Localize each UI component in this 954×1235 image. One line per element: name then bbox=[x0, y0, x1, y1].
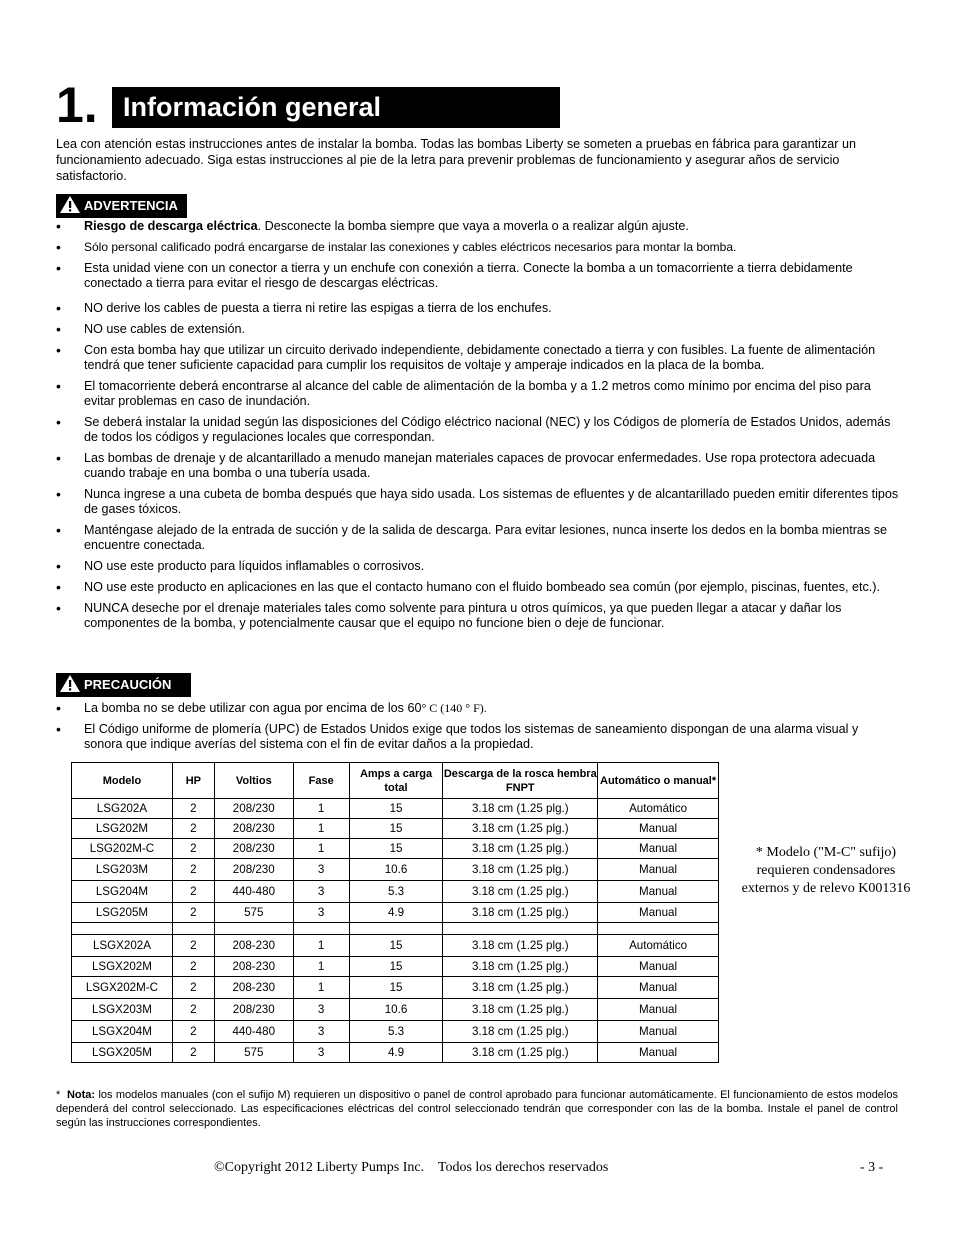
table-row bbox=[72, 999, 719, 1021]
cell-mode: Automático bbox=[598, 799, 719, 819]
list-item: • Se deberá instalar la unidad según las disposiciones del Código eléctrico nacional (NEC) y los Códigos de plomería de Estados Unidos, además de todos los códigos y regulaciones locales que correspondan. bbox=[56, 415, 900, 445]
cell-discharge: 3.18 cm (1.25 plg.) bbox=[443, 903, 598, 923]
warning-badge bbox=[56, 194, 187, 218]
cell-model: LSG202A bbox=[72, 799, 173, 819]
cell-model: LSG204M bbox=[72, 881, 173, 903]
caution-list bbox=[56, 701, 900, 758]
cell-hp: 2 bbox=[172, 1021, 214, 1043]
list-item: • NO derive los cables de puesta a tierra ni retire las espigas a tierra de los enchufes. bbox=[56, 301, 900, 316]
cell-amps: 15 bbox=[349, 957, 443, 977]
cell-amps: 4.9 bbox=[349, 903, 443, 923]
cell-phase: 3 bbox=[293, 1021, 349, 1043]
cell-volts: 440-480 bbox=[214, 1021, 293, 1043]
cell-discharge: 3.18 cm (1.25 plg.) bbox=[443, 935, 598, 957]
cell-mode: Manual bbox=[598, 839, 719, 859]
cell-model: LSG202M bbox=[72, 819, 173, 839]
cell-mode: Automático bbox=[598, 935, 719, 957]
list-item: • Con esta bomba hay que utilizar un circuito derivado independiente, debidamente conectado a tierra y con fusibles. La fuente de alimentación tendrá que tener suficiente capacidad para cumplir los requisitos de voltaje y amperaje indicados en la placa de la bomba. bbox=[56, 343, 900, 373]
list-item: • Riesgo de descarga eléctrica. Desconecte la bomba siempre que vaya a moverla o a realizar algún ajuste. bbox=[56, 219, 900, 234]
list-item: • El Código uniforme de plomería (UPC) de Estados Unidos exige que todos los sistemas de saneamiento dispongan de una alarma visual y sonora que indique averías del sistema con el fin de evitar daños a la propiedad. bbox=[56, 722, 900, 752]
cell-phase: 3 bbox=[293, 1043, 349, 1063]
warning-label: ADVERTENCIA bbox=[84, 198, 178, 213]
footnote-label: Nota: bbox=[66, 1089, 96, 1101]
cell-phase: 1 bbox=[293, 957, 349, 977]
table-row bbox=[72, 1043, 719, 1063]
col-header-model: Modelo bbox=[72, 763, 173, 799]
cell-mode: Manual bbox=[598, 999, 719, 1021]
caution-badge bbox=[56, 673, 191, 697]
cell-amps: 15 bbox=[349, 799, 443, 819]
cell-phase: 1 bbox=[293, 839, 349, 859]
cell-model: LSGX204M bbox=[72, 1021, 173, 1043]
list-item: • Nunca ingrese a una cubeta de bomba después que haya sido usada. Los sistemas de efluentes y de alcantarillado pueden emitir diferentes tipos de gases tóxicos. bbox=[56, 487, 900, 517]
list-item: • Sólo personal calificado podrá encargarse de instalar las conexiones y cables eléctricos necesarios para montar la bomba. bbox=[56, 240, 900, 255]
cell-phase: 1 bbox=[293, 799, 349, 819]
cell-mode: Manual bbox=[598, 957, 719, 977]
cell-amps: 15 bbox=[349, 839, 443, 859]
cell-hp: 2 bbox=[172, 859, 214, 881]
cell-phase: 3 bbox=[293, 859, 349, 881]
cell-mode: Manual bbox=[598, 1021, 719, 1043]
cell-volts: 208/230 bbox=[214, 839, 293, 859]
table-row bbox=[72, 957, 719, 977]
list-item: • Esta unidad viene con un conector a tierra y un enchufe con conexión a tierra. Conecte la bomba a un tomacorriente a tierra debidamente conectado a tierra para evitar el riesgo de descargas eléctricas. bbox=[56, 261, 900, 291]
cell-model: LSGX203M bbox=[72, 999, 173, 1021]
table-row bbox=[72, 903, 719, 923]
spacer-cell bbox=[349, 923, 443, 935]
cell-volts: 208-230 bbox=[214, 935, 293, 957]
cell-phase: 3 bbox=[293, 881, 349, 903]
cell-mode: Manual bbox=[598, 881, 719, 903]
list-item: • NO use cables de extensión. bbox=[56, 322, 900, 337]
cell-hp: 2 bbox=[172, 839, 214, 859]
cell-mode: Manual bbox=[598, 1043, 719, 1063]
cell-discharge: 3.18 cm (1.25 plg.) bbox=[443, 881, 598, 903]
col-header-hp: HP bbox=[172, 763, 214, 799]
cell-hp: 2 bbox=[172, 957, 214, 977]
col-header-volts: Voltios bbox=[214, 763, 293, 799]
table-row bbox=[72, 1021, 719, 1043]
cell-volts: 208/230 bbox=[214, 799, 293, 819]
cell-model: LSGX202A bbox=[72, 935, 173, 957]
copyright: ©Copyright 2012 Liberty Pumps Inc. Todos los derechos reservados bbox=[214, 1160, 609, 1175]
cell-hp: 2 bbox=[172, 903, 214, 923]
table-row bbox=[72, 935, 719, 957]
col-header-mode: Automático o manual* bbox=[598, 763, 719, 799]
cell-discharge: 3.18 cm (1.25 plg.) bbox=[443, 839, 598, 859]
cell-model: LSGX202M bbox=[72, 957, 173, 977]
cell-amps: 10.6 bbox=[349, 859, 443, 881]
cell-discharge: 3.18 cm (1.25 plg.) bbox=[443, 957, 598, 977]
cell-hp: 2 bbox=[172, 935, 214, 957]
cell-hp: 2 bbox=[172, 1043, 214, 1063]
col-header-phase: Fase bbox=[293, 763, 349, 799]
warning-triangle-icon bbox=[59, 195, 81, 214]
cell-model: LSGX205M bbox=[72, 1043, 173, 1063]
cell-hp: 2 bbox=[172, 881, 214, 903]
section-number: 1. bbox=[56, 77, 98, 133]
cell-model: LSG202M-C bbox=[72, 839, 173, 859]
cell-mode: Manual bbox=[598, 903, 719, 923]
cell-hp: 2 bbox=[172, 977, 214, 999]
list-item: • NO use este producto para líquidos inflamables o corrosivos. bbox=[56, 559, 900, 574]
spacer-cell bbox=[172, 923, 214, 935]
cell-volts: 208/230 bbox=[214, 819, 293, 839]
col-header-amps: Amps a carga total bbox=[349, 763, 443, 799]
list-item: • Las bombas de drenaje y de alcantarillado a menudo manejan materiales capaces de provocar enfermedades. Use ropa protectora adecuada cuando trabaje en una bomba o una tubería usada. bbox=[56, 451, 900, 481]
cell-volts: 440-480 bbox=[214, 881, 293, 903]
list-item: • NO use este producto en aplicaciones en las que el contacto humano con el fluido bombeado sea común (por ejemplo, piscinas, fuentes, etc.). bbox=[56, 580, 900, 595]
col-header-discharge: Descarga de la rosca hembra FNPT bbox=[443, 763, 598, 799]
cell-volts: 208-230 bbox=[214, 977, 293, 999]
cell-discharge: 3.18 cm (1.25 plg.) bbox=[443, 859, 598, 881]
cell-volts: 208/230 bbox=[214, 999, 293, 1021]
list-item: • Manténgase alejado de la entrada de succión y de la salida de descarga. Para evitar lesiones, nunca inserte los dedos en la bomba mientras se encuentre conectada. bbox=[56, 523, 900, 553]
cell-discharge: 3.18 cm (1.25 plg.) bbox=[443, 1043, 598, 1063]
cell-phase: 1 bbox=[293, 977, 349, 999]
cell-discharge: 3.18 cm (1.25 plg.) bbox=[443, 819, 598, 839]
spacer-cell bbox=[293, 923, 349, 935]
list-item: • El tomacorriente deberá encontrarse al alcance del cable de alimentación de la bomba y a 1.2 metros como mínimo por encima del piso para evitar problemas en caso de inundación. bbox=[56, 379, 900, 409]
intro-paragraph: Lea con atención estas instrucciones antes de instalar la bomba. Todas las bombas Liberty se someten a pruebas en fábrica para garantizar un funcionamiento adecuado. Siga estas instrucciones al pie de la letra para prevenir problemas de funcionamiento y asegurar años de servicio satisfactorio. bbox=[56, 137, 856, 183]
table-row bbox=[72, 819, 719, 839]
cell-hp: 2 bbox=[172, 799, 214, 819]
cell-mode: Manual bbox=[598, 977, 719, 999]
table-spacer-row bbox=[72, 923, 719, 935]
table-row bbox=[72, 839, 719, 859]
cell-hp: 2 bbox=[172, 819, 214, 839]
cell-amps: 15 bbox=[349, 819, 443, 839]
cell-hp: 2 bbox=[172, 999, 214, 1021]
list-item: • La bomba no se debe utilizar con agua por encima de los 60° C (140 ° F). bbox=[56, 701, 900, 716]
cell-phase: 1 bbox=[293, 935, 349, 957]
cell-discharge: 3.18 cm (1.25 plg.) bbox=[443, 799, 598, 819]
warning-first-bold: Riesgo de descarga eléctrica bbox=[84, 219, 258, 233]
spacer-cell bbox=[443, 923, 598, 935]
side-note: * Modelo ("M-C" sufijo) requieren condensadores externos y de relevo K001316 bbox=[741, 845, 911, 896]
cell-discharge: 3.18 cm (1.25 plg.) bbox=[443, 1021, 598, 1043]
cell-amps: 10.6 bbox=[349, 999, 443, 1021]
caution-label: PRECAUCIÓN bbox=[84, 677, 172, 692]
cell-volts: 208/230 bbox=[214, 859, 293, 881]
spacer-cell bbox=[598, 923, 719, 935]
table-row bbox=[72, 799, 719, 819]
cell-phase: 1 bbox=[293, 819, 349, 839]
cell-mode: Manual bbox=[598, 859, 719, 881]
warning-triangle-icon bbox=[59, 674, 81, 693]
list-item: • NUNCA deseche por el drenaje materiales tales como solvente para pintura u otros químicos, ya que pueden llegar a atacar y dañar los componentes de la bomba, y potencialmente causar que el equipo no funcione bien o deje de funcionar. bbox=[56, 601, 900, 631]
cell-discharge: 3.18 cm (1.25 plg.) bbox=[443, 977, 598, 999]
cell-discharge: 3.18 cm (1.25 plg.) bbox=[443, 999, 598, 1021]
table-header-row bbox=[72, 763, 719, 799]
cell-amps: 15 bbox=[349, 935, 443, 957]
cell-model: LSGX202M-C bbox=[72, 977, 173, 999]
cell-model: LSG205M bbox=[72, 903, 173, 923]
cell-volts: 575 bbox=[214, 903, 293, 923]
cell-amps: 5.3 bbox=[349, 881, 443, 903]
table-row bbox=[72, 977, 719, 999]
table-row bbox=[72, 859, 719, 881]
table-row bbox=[72, 881, 719, 903]
cell-amps: 4.9 bbox=[349, 1043, 443, 1063]
spacer-cell bbox=[214, 923, 293, 935]
spec-table bbox=[71, 762, 719, 1063]
cell-volts: 208-230 bbox=[214, 957, 293, 977]
section-title: Información general bbox=[112, 87, 560, 128]
cell-amps: 5.3 bbox=[349, 1021, 443, 1043]
cell-model: LSG203M bbox=[72, 859, 173, 881]
cell-amps: 15 bbox=[349, 977, 443, 999]
cell-phase: 3 bbox=[293, 999, 349, 1021]
cell-mode: Manual bbox=[598, 819, 719, 839]
warning-list bbox=[56, 219, 900, 637]
page-number: - 3 - bbox=[860, 1160, 884, 1175]
cell-phase: 3 bbox=[293, 903, 349, 923]
footnote: * Nota: los modelos manuales (con el sufijo M) requieren un dispositivo o panel de control aprobado para funcionar automáticamente. El funcionamiento de estos modelos dependerá del control seleccionado. Las especificaciones eléctricas del control seleccionado tendrán que corresponder con las de la bomba. Instale el panel de control según las instrucciones correspondientes. bbox=[56, 1089, 898, 1129]
spacer-cell bbox=[72, 923, 173, 935]
cell-volts: 575 bbox=[214, 1043, 293, 1063]
